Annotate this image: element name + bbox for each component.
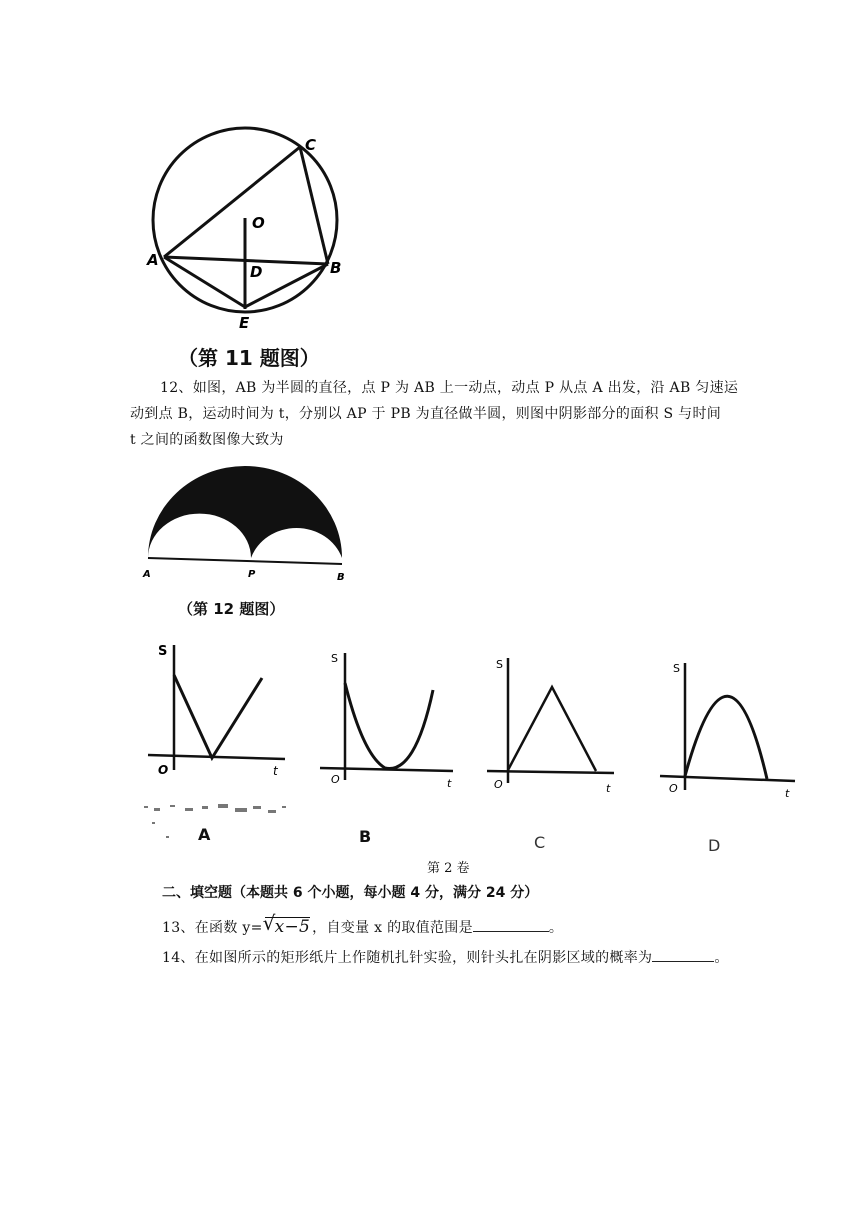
chord-cb [300, 147, 328, 264]
figure-11-caption: （第 11 题图） [178, 346, 320, 370]
question-14-text: 14、在如图所示的矩形纸片上作随机扎针实验，则针头扎在阴影区域的概率为 [162, 950, 653, 966]
question-13-suffix: ，自变量 x 的取值范围是 [312, 920, 473, 936]
label-o: O [252, 214, 265, 232]
option-d-graph [655, 655, 805, 805]
figure-12-diagram [140, 460, 355, 585]
option-b-label[interactable]: B [359, 827, 372, 846]
radicand: x−5 [274, 917, 311, 937]
figure-12-caption: （第 12 题图） [178, 600, 285, 618]
question-13-prefix: 13、在函数 y= [162, 920, 263, 936]
option-a-graph [140, 640, 290, 850]
scan-noise [144, 804, 286, 838]
x-axis [148, 755, 285, 759]
label-e: E [239, 314, 250, 332]
label-a: A [143, 569, 151, 580]
axis-label-s: S [673, 662, 680, 675]
option-c-label[interactable]: C [534, 833, 546, 852]
label-a: A [147, 251, 159, 269]
volume-title: 第 2 卷 [427, 861, 470, 876]
x-axis [660, 776, 795, 781]
axis-label-s: S [331, 652, 338, 665]
axis-label-t: t [785, 787, 790, 800]
origin-label: O [669, 782, 678, 795]
option-a-label[interactable]: A [198, 825, 211, 844]
question-13-end: 。 [548, 920, 564, 936]
axis-label-t: t [606, 782, 611, 795]
origin-label: O [494, 778, 503, 791]
answer-blank-14[interactable] [652, 947, 714, 962]
option-c-graph [482, 650, 632, 800]
section-heading: 二、填空题（本题共 6 个小题，每小题 4 分，满分 24 分） [162, 885, 539, 901]
origin-label: O [158, 763, 169, 777]
origin-label: O [331, 773, 340, 786]
axis-label-s: S [496, 658, 503, 671]
label-b: B [337, 572, 345, 583]
curve-c [508, 687, 596, 771]
question-14-end: 。 [714, 950, 729, 966]
label-p: P [248, 569, 256, 580]
figure-11-diagram [140, 110, 360, 335]
chord-ac [164, 147, 300, 257]
axis-label-t: t [273, 764, 278, 778]
sqrt-icon: √ [262, 911, 276, 935]
label-d: D [250, 263, 263, 281]
option-d-label[interactable]: D [708, 836, 721, 855]
option-b-graph [315, 645, 465, 795]
question-12-text [130, 375, 740, 453]
shaded-region [148, 466, 342, 558]
axis-label-s: S [158, 644, 168, 659]
label-c: C [305, 136, 317, 154]
question-12-line-1: 12、如图，AB 为半圆的直径，点 P 为 AB 上一动点，动点 P 从点 A 出发，沿 AB 匀速运 [160, 380, 739, 396]
question-13 [162, 911, 564, 941]
axis-label-t: t [447, 777, 452, 790]
answer-blank-13[interactable] [473, 917, 549, 932]
curve-d [685, 696, 767, 779]
curve-a [174, 675, 262, 758]
sqrt-expression [262, 911, 311, 937]
diameter-ab [148, 558, 342, 564]
question-14 [162, 945, 729, 971]
question-12-line-2: 动到点 B，运动时间为 t，分别以 AP 于 PB 为直径做半圆，则图中阴影部分的面积 S 与时间 [130, 406, 722, 422]
question-12-line-3: t 之间的函数图像大致为 [130, 432, 284, 448]
curve-b [345, 683, 433, 769]
label-b: B [330, 259, 342, 277]
